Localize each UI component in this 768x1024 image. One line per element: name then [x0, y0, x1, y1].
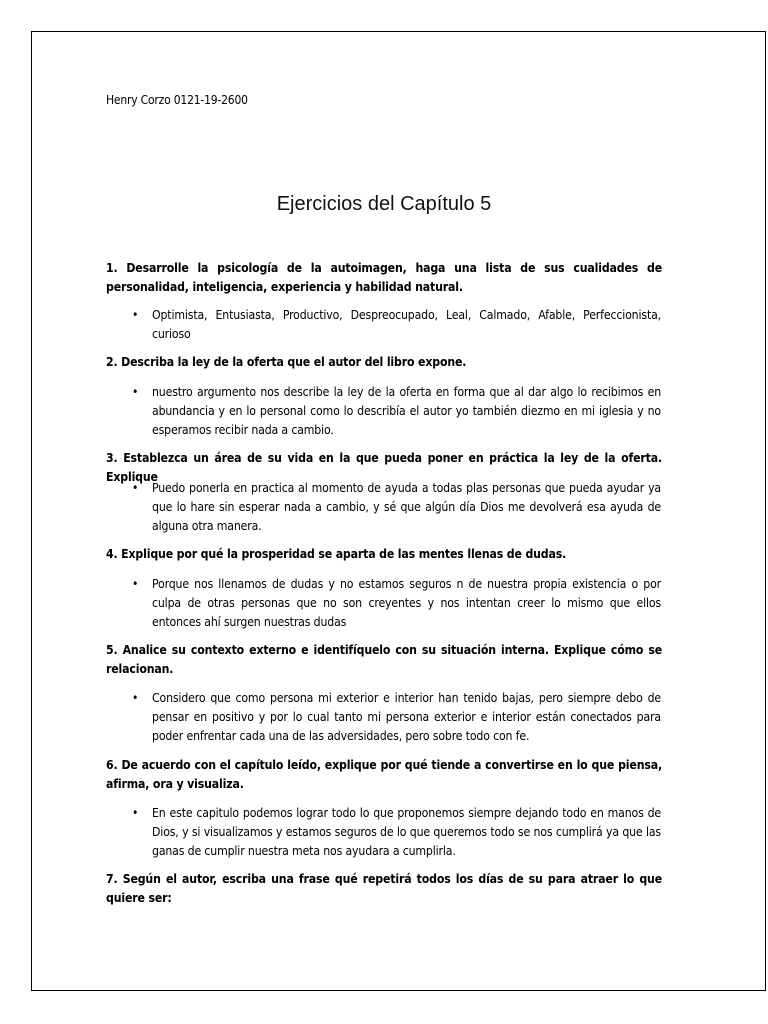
bullet-icon: • — [132, 308, 139, 322]
question-5: 5. Analice su contexto externo e identifíquelo con su situación interna. Explique cómo se relacionan. — [106, 643, 662, 676]
answer-1 — [132, 306, 661, 344]
question-4: 4. Explique por qué la prosperidad se aparta de las mentes llenas de dudas. — [106, 547, 567, 561]
answer-3-text: Puedo ponerla en practica al momento de ayuda a todas plas personas que pueda ayudar ya que lo hare sin esperar nada a cambio, y sé que algún día Dios me devolverá esa ayuda de alguna otra manera. — [152, 481, 661, 533]
bullet-icon: • — [132, 806, 139, 820]
answer-4 — [132, 575, 661, 632]
answer-2-text: nuestro argumento nos describe la ley de la oferta en forma que al dar algo lo recibimos en abundancia y en lo personal como lo describía el autor yo también diezmo en mi iglesia y no esperamos recibir nada a cambio. — [152, 385, 661, 437]
answer-1-text: Optimista, Entusiasta, Productivo, Despreocupado, Leal, Calmado, Afable, Perfeccionista, curioso — [152, 308, 661, 341]
question-3: 3. Establezca un área de su vida en la que pueda poner en práctica la ley de la oferta. Explique — [106, 451, 662, 484]
answer-4-text: Porque nos llenamos de dudas y no estamos seguros n de nuestra propia existencia o por culpa de otras personas que no son creyentes y nos intentan creer lo mismo que ellos entonces ahí surgen nuestras dudas — [152, 577, 661, 629]
document-title: Ejercicios del Capítulo 5 — [276, 193, 492, 215]
author-line: Henry Corzo 0121-19-2600 — [106, 93, 248, 107]
answer-2 — [132, 383, 661, 440]
bullet-icon: • — [132, 481, 139, 495]
question-1: 1. Desarrolle la psicología de la autoimagen, haga una lista de sus cualidades de personalidad, inteligencia, experiencia y habilidad natural. — [106, 261, 662, 294]
bullet-icon: • — [132, 385, 139, 399]
answer-5-text: Considero que como persona mi exterior e interior han tenido bajas, pero siempre debo de pensar en positivo y por lo cual tanto mi persona exterior e interior están conectados para poder enfrentar cada una de las adversidades, pero sobre todo con fe. — [152, 691, 661, 743]
answer-3 — [132, 479, 661, 536]
bullet-icon: • — [132, 691, 139, 705]
question-2: 2. Describa la ley de la oferta que el autor del libro expone. — [106, 355, 467, 369]
answer-6 — [132, 804, 661, 861]
answer-6-text: En este capitulo podemos lograr todo lo que proponemos siempre dejando todo en manos de Dios, y si visualizamos y estamos seguros de lo que queremos todo se nos cumplirá ya que las ganas de cumplir nuestra meta nos ayudara a cumplirla. — [152, 806, 661, 858]
question-7: 7. Según el autor, escriba una frase qué repetirá todos los días de su para atraer lo que quiere ser: — [106, 872, 662, 905]
question-6: 6. De acuerdo con el capítulo leído, explique por qué tiende a convertirse en lo que piensa, afirma, ora y visualiza. — [106, 758, 662, 791]
bullet-icon: • — [132, 577, 139, 591]
answer-5 — [132, 689, 661, 746]
